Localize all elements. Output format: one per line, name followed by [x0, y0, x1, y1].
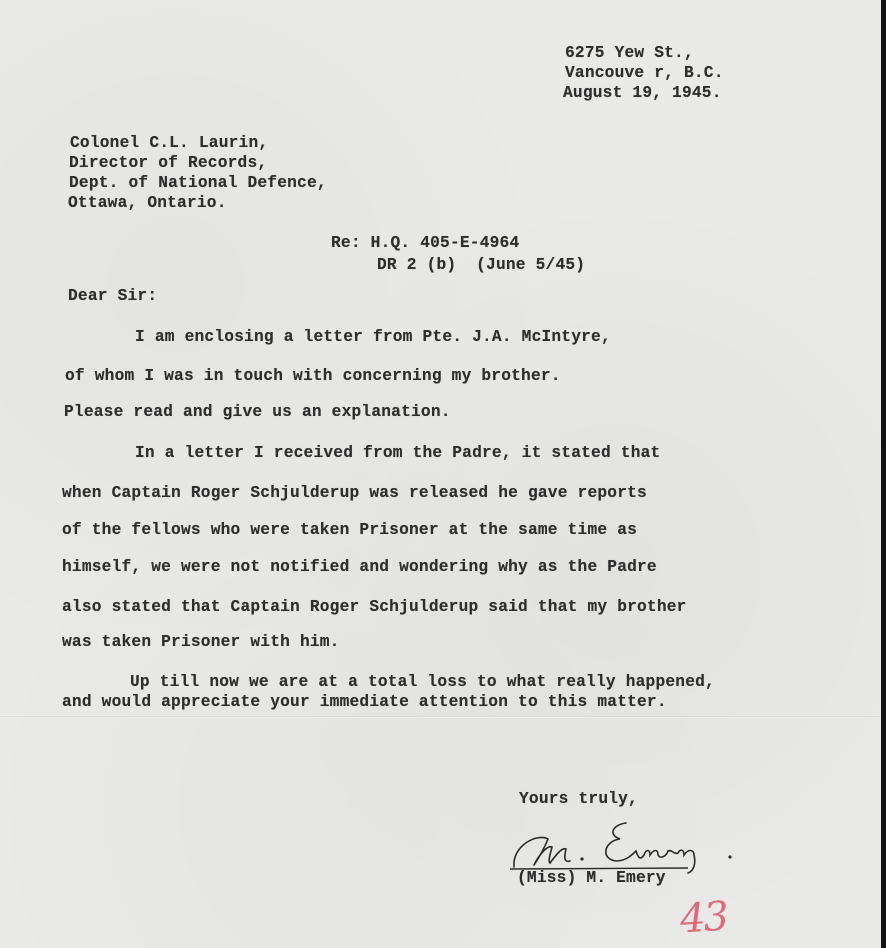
recipient-name: Colonel C.L. Laurin, [70, 134, 269, 152]
body-line: of the fellows who were taken Prisoner at the same time as [62, 521, 638, 539]
body-line: In a letter I received from the Padre, it stated that [135, 444, 661, 462]
body-line: Please read and give us an explanation. [64, 403, 451, 421]
handwritten-page-number: 43 [678, 893, 729, 943]
scan-edge [881, 0, 886, 948]
typed-signature: (Miss) M. Emery [517, 869, 666, 887]
closing: Yours truly, [519, 790, 638, 808]
recipient-location: Ottawa, Ontario. [68, 194, 227, 212]
body-line: I am enclosing a letter from Pte. J.A. McIntyre, [135, 328, 611, 346]
body-line: when Captain Roger Schjulderup was released he gave reports [62, 484, 647, 502]
body-line: and would appreciate your immediate attention to this matter. [62, 693, 667, 711]
sender-street: 6275 Yew St., [565, 44, 694, 62]
salutation: Dear Sir: [68, 287, 158, 305]
body-line: Up till now we are at a total loss to what really happened, [130, 673, 715, 691]
body-line: of whom I was in touch with concerning my brother. [65, 367, 561, 385]
reference-dr: DR 2 (b) (June 5/45) [377, 256, 586, 274]
recipient-title: Director of Records, [69, 154, 268, 172]
handwritten-signature [508, 815, 738, 875]
recipient-department: Dept. of National Defence, [69, 174, 327, 192]
sender-city: Vancouve r, B.C. [565, 64, 724, 82]
body-line: also stated that Captain Roger Schjulderup said that my brother [62, 598, 687, 616]
body-line: was taken Prisoner with him. [62, 633, 340, 651]
paper-fold [0, 716, 881, 718]
body-line: himself, we were not notified and wondering why as the Padre [62, 558, 657, 576]
reference-file-number: Re: H.Q. 405-E-4964 [331, 234, 520, 252]
letter-date: August 19, 1945. [563, 84, 722, 102]
